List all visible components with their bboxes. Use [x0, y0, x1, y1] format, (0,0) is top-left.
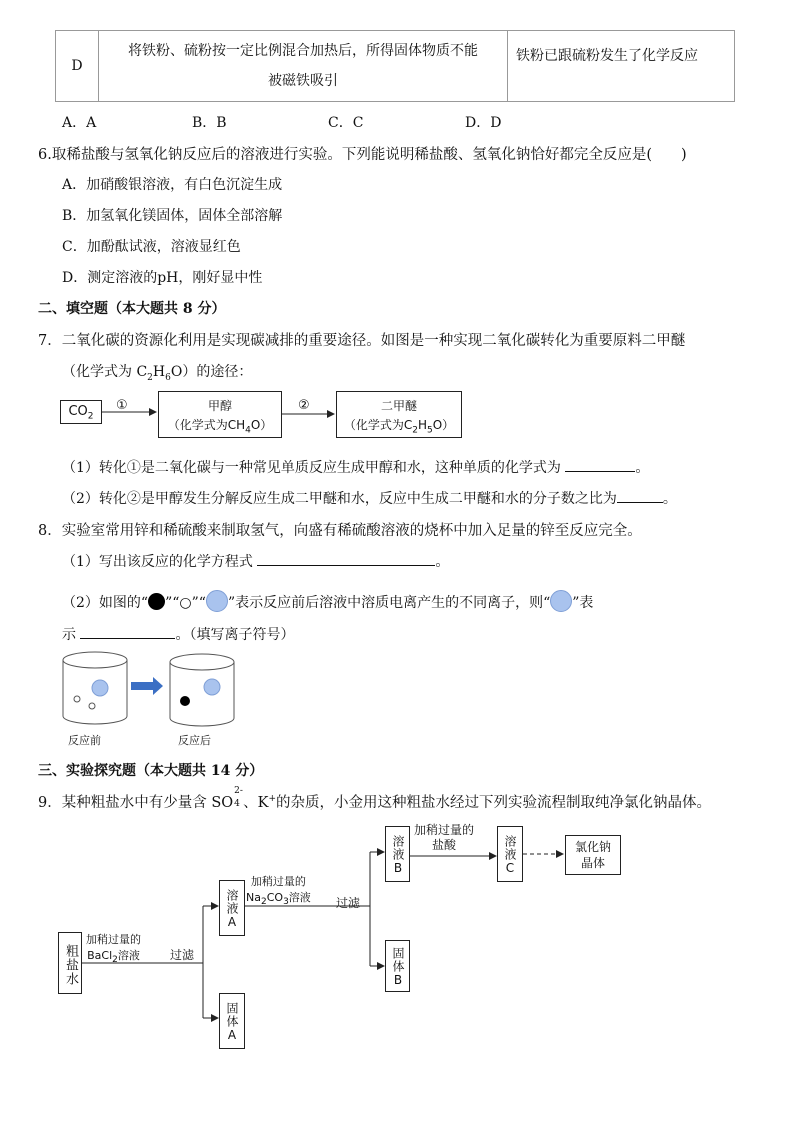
q9-stem-pre: 9．某种粗盐水中有少量含 SO: [38, 795, 234, 811]
solution-a-box: 溶液A: [219, 880, 245, 936]
step2-label: ②: [298, 398, 310, 413]
q6-option-c[interactable]: C．加酚酞试液，溶液显红色: [62, 239, 241, 255]
q8-sub2-line2-pre: 示: [62, 627, 76, 643]
q7-sub1-end: 。: [635, 460, 650, 476]
add2-line2-mid: CO: [266, 891, 284, 904]
solid-b-box: 固体B: [385, 940, 410, 992]
q8-sub2-line2-post: 。（填写离子符号）: [175, 627, 295, 643]
add2-line2-post: 溶液: [288, 891, 311, 904]
co2-sub: 2: [87, 411, 94, 422]
add1-line2-pre: BaCl: [87, 949, 113, 962]
dme-sub: 5: [426, 425, 433, 436]
methanol-formula-pre: （化学式为CH: [167, 418, 246, 432]
q8-sub2-d: ”表: [572, 595, 594, 611]
operation-line1: 将铁粉、硫粉按一定比例混合加热后，所得固体物质不能: [128, 43, 478, 59]
sulfate-sub: 4: [234, 799, 240, 809]
q5-option-b[interactable]: B．B: [192, 115, 227, 131]
q8-sub2-b: ”“○”“: [165, 595, 206, 611]
q5-option-d[interactable]: D．D: [465, 115, 502, 131]
add-na2co3-label: [246, 873, 311, 907]
add3-line1: 加稍过量的: [414, 823, 475, 837]
q9-stem-post: 的杂质，小金用这种粗盐水经过下列实验流程制取纯净氯化钠晶体。: [276, 795, 712, 811]
q7-sub: 6: [165, 372, 171, 383]
add2-line2: [246, 889, 311, 907]
add1-sub: 2: [112, 955, 118, 966]
methanol-name: 甲醇: [207, 399, 232, 413]
q6-option-a[interactable]: A．加硝酸银溶液，有白色沉淀生成: [62, 177, 283, 193]
filter-2-label: 过滤: [336, 896, 361, 910]
sulfate-charge: 2-: [234, 786, 243, 796]
operation-line2: 被磁铁吸引: [268, 73, 338, 89]
add1-line2-post: 溶液: [117, 949, 140, 962]
co2-label: CO: [68, 404, 88, 419]
q7-sub: 2: [147, 372, 153, 383]
row-conclusion: 铁粉已跟硫粉发生了化学反应: [508, 31, 735, 102]
q8-sub1-end: 。: [435, 554, 450, 570]
add1-line2: [86, 947, 141, 965]
q5-option-c[interactable]: C．C: [328, 115, 364, 131]
q6-stem: 6.取稀盐酸与氢氧化钠反应后的溶液进行实验。下列能说明稀盐酸、氢氧化钠恰好都完全反应是( ): [38, 147, 687, 163]
before-label: 反应前: [68, 734, 101, 747]
solution-c-box: 溶液C: [497, 826, 523, 882]
nacl-line2: 晶体: [580, 856, 605, 870]
section-2-heading: 二、填空题（本大题共 8 分）: [38, 301, 226, 317]
add-bacl2-label: [86, 931, 141, 965]
q8-stem: 8．实验室常用锌和稀硫酸来制取氢气，向盛有稀硫酸溶液的烧杯中加入足量的锌至反应完全。: [38, 523, 642, 539]
add2-sub: 3: [283, 897, 289, 908]
add-hcl-label: [414, 823, 474, 853]
solid-a-box: 固体A: [219, 993, 245, 1049]
q7-sub2-text: （2）转化②是甲醇发生分解反应生成二甲醚和水，反应中生成二甲醚和水的分子数之比为: [62, 491, 617, 507]
q7-line2-prefix: （化学式为 C: [62, 364, 148, 380]
methanol-sub: 4: [245, 425, 251, 436]
q7-stem-line1: 7．二氧化碳的资源化利用是实现碳减排的重要途径。如图是一种实现二氧化碳转化为重要原料二甲醚: [38, 333, 686, 349]
q7-mid: H: [152, 364, 166, 380]
q8-sub2-a: （2）如图的“: [62, 595, 149, 611]
q7-line2-suffix: O）的途径：: [170, 364, 253, 380]
solution-b-box: 溶液B: [385, 826, 410, 882]
q7-sub1-text: （1）转化①是二氧化碳与一种常见单质反应生成甲醇和水，这种单质的化学式为: [62, 460, 561, 476]
add2-sub: 2: [260, 897, 267, 908]
row-letter: D: [56, 31, 99, 102]
add1-line1: 加稍过量的: [86, 933, 141, 946]
step1-label: ①: [116, 398, 128, 413]
add2-line2-pre: Na: [246, 891, 261, 904]
dme-sub: 2: [412, 425, 418, 436]
section-3-heading: 三、实验探究题（本大题共 14 分）: [38, 763, 264, 779]
nacl-line1: 氯化钠: [574, 840, 611, 854]
potassium-charge: +: [268, 794, 277, 805]
add2-line1: 加稍过量的: [250, 875, 306, 888]
q8-sub2-c: ”表示反应前后溶液中溶质电离产生的不同离子，则“: [227, 595, 551, 611]
q9-stem-mid: 、K: [243, 795, 269, 811]
add3-line2: 盐酸: [432, 838, 457, 852]
crude-brine-box: 粗盐水: [58, 932, 82, 994]
dme-formula-post: O）: [432, 418, 455, 432]
q6-option-d[interactable]: D．测定溶液的pH，刚好显中性: [62, 270, 263, 286]
sodium-chloride-crystal-box: [565, 835, 621, 875]
q6-option-b[interactable]: B．加氢氧化镁固体，固体全部溶解: [62, 208, 283, 224]
dme-name: 二甲醚: [380, 399, 417, 413]
after-label: 反应后: [178, 734, 211, 747]
dme-formula-pre: （化学式为C: [343, 418, 413, 432]
methanol-formula-post: O）: [250, 418, 273, 432]
q5-option-a[interactable]: A．A: [62, 115, 97, 131]
q7-sub2-end: 。: [662, 491, 677, 507]
dme-mid: H: [417, 418, 427, 432]
q8-sub1-text: （1）写出该反应的化学方程式: [62, 554, 253, 570]
filter-1-label: 过滤: [170, 948, 195, 962]
